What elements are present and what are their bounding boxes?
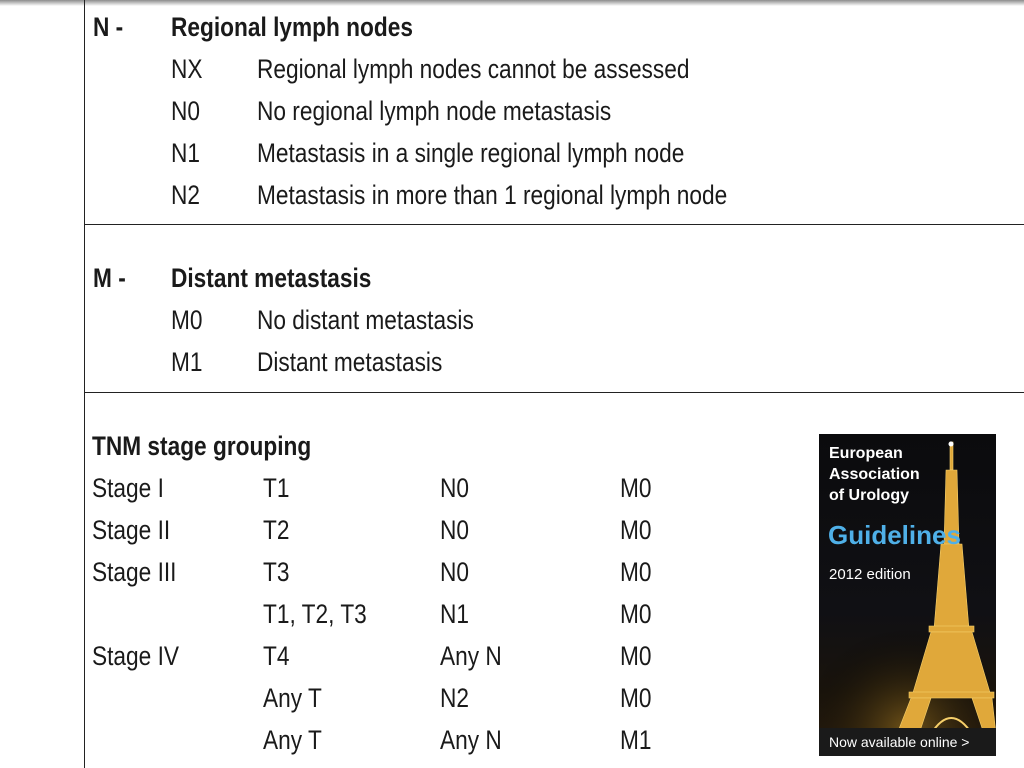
stage-label: Stage II [92, 515, 171, 545]
n-row-code: N1 [171, 138, 200, 168]
stage-m-value: M1 [620, 725, 652, 755]
stage-n-value: Any N [440, 641, 502, 671]
eau-guidelines-cover [819, 434, 996, 756]
stage-n-value: N0 [440, 557, 469, 587]
stage-label: Stage IV [92, 641, 180, 671]
cover-org-line: Association [829, 466, 920, 483]
n-row-desc: Metastasis in a single regional lymph node [257, 138, 685, 168]
stage-m-value: M0 [620, 557, 652, 587]
stage-n-value: N2 [440, 683, 469, 713]
cover-org-line: European [829, 445, 903, 462]
n-section [85, 0, 1024, 225]
m-row-desc: Distant metastasis [257, 347, 443, 377]
m-row-code: M1 [171, 347, 203, 377]
cover-title: Guidelines [828, 520, 961, 550]
m-section-code: M - [93, 263, 126, 293]
stage-t-value: T1 [263, 473, 290, 503]
stage-m-value: M0 [620, 641, 652, 671]
n-section-code: N - [93, 12, 124, 42]
m-section [85, 225, 1024, 393]
stage-n-value: Any N [440, 725, 502, 755]
stage-n-value: N0 [440, 473, 469, 503]
m-row-desc: No distant metastasis [257, 305, 474, 335]
stage-label: Stage III [92, 557, 177, 587]
m-row-code: M0 [171, 305, 203, 335]
stage-m-value: M0 [620, 515, 652, 545]
available-online-text: Now available online > [829, 734, 970, 750]
n-row-code: N2 [171, 180, 200, 210]
cover-organization-name [829, 443, 920, 506]
stage-t-value: T3 [263, 557, 290, 587]
stage-t-value: T2 [263, 515, 290, 545]
stage-label: Stage I [92, 473, 164, 503]
available-online-link[interactable] [819, 728, 996, 756]
n-row-desc: Metastasis in more than 1 regional lymph node [257, 180, 728, 210]
beacon-light [949, 442, 954, 447]
n-row-desc: No regional lymph node metastasis [257, 96, 612, 126]
cover-org-line: of Urology [829, 487, 909, 504]
n-row-desc: Regional lymph nodes cannot be assessed [257, 54, 690, 84]
n-row-code: N0 [171, 96, 200, 126]
stage-m-value: M0 [620, 599, 652, 629]
stage-m-value: M0 [620, 473, 652, 503]
stage-t-value: T4 [263, 641, 290, 671]
stage-t-value: Any T [263, 725, 322, 755]
stage-n-value: N0 [440, 515, 469, 545]
cover-edition: 2012 edition [829, 566, 911, 583]
n-row-code: NX [171, 54, 203, 84]
stage-t-value: Any T [263, 683, 322, 713]
tnm-stage-grouping-title: TNM stage grouping [92, 431, 312, 461]
m-section-title: Distant metastasis [171, 263, 372, 293]
stage-m-value: M0 [620, 683, 652, 713]
stage-t-value: T1, T2, T3 [263, 599, 367, 629]
n-section-title: Regional lymph nodes [171, 12, 413, 42]
stage-n-value: N1 [440, 599, 469, 629]
